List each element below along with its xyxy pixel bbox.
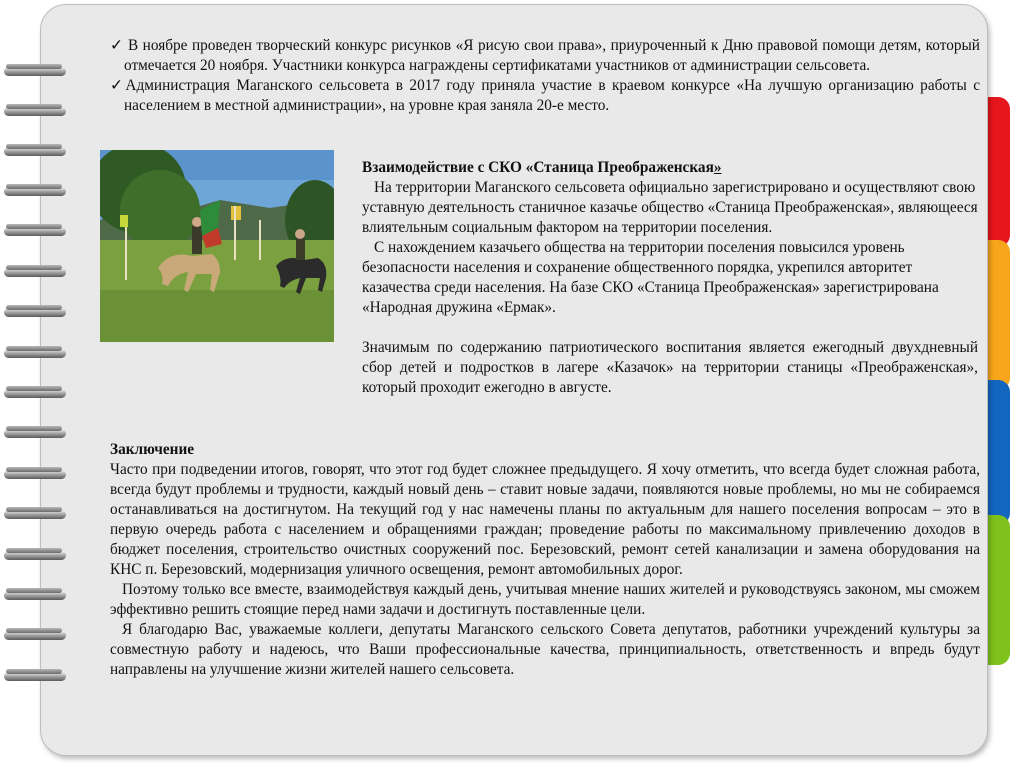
spiral-ring <box>4 588 66 601</box>
conclusion-paragraph-3: Я благодарю Вас, уважаемые коллеги, депутаты Маганского сельского Совета депутатов, работники учреждений культуры за совместную работу и надеюсь, что Ваши профессиональные качества, принципиальность, ответственность и впредь будут направлены на улучшение жизни жителей нашего сельсовета. <box>110 621 980 678</box>
spiral-ring <box>4 386 66 399</box>
conclusion-paragraph-1: Часто при подведении итогов, говорят, что этот год будет сложнее предыдущего. Я хочу отметить, что всегда будет сложная работа, всегда будут проблемы и трудности, каждый новый день – ставит новые задачи, появляются новые проблемы, но мы не собираемся останавливаться на достигнутом. На текущий год у нас намечены планы по актуальным для нашего поселения вопросам – это в первую очередь работа с населением и обращениями граждан; проведение работы по максимальному привлечению доходов в бюджет поселения, строительство очистных сооружений пос. Березовский, ремонт сетей канализации и замена оборудования на КНС п. Березовский, модернизация уличного освещения, ремонт автомобильных дорог. <box>110 461 980 578</box>
conclusion-heading: Заключение <box>110 441 195 458</box>
spiral-ring <box>4 305 66 318</box>
top-bullets <box>110 36 980 116</box>
spiral-ring <box>4 628 66 641</box>
sko-paragraph-1: На территории Маганского сельсовета официально зарегистрировано и осуществляют свою уставную деятельность станичное казачье общество «Станица Преображенская», являющееся влиятельным социальным фактором на территории поселения. <box>362 179 978 236</box>
bullet-drawing-contest: ✓ В ноябре проведен творческий конкурс рисунков «Я рисую свои права», приуроченный к Дню правовой помощи детям, который отмечается 20 ноября. Участники конкурса награждены сертификатами участников от администрации сельсовета. <box>110 37 980 74</box>
spiral-ring <box>4 467 66 480</box>
sko-paragraph-2: С нахождением казачьего общества на территории поселения повысился уровень безопасности населения и сохранение общественного порядка, укрепился авторитет казачества среди населения. На базе СКО «Станица Преображенская» зарегистрирована «Народная дружина «Ермак». <box>362 239 939 316</box>
spiral-ring <box>4 184 66 197</box>
spiral-ring <box>4 144 66 157</box>
spiral-ring <box>4 224 66 237</box>
spacer <box>362 318 978 338</box>
bullet-regional-contest: ✓Администрация Маганского сельсовета в 2017 году приняла участие в краевом конкурсе «На лучшую организацию работы с населением в местной администрации», на уровне края заняла 20-е место. <box>110 77 980 114</box>
sko-heading: Взаимодействие с СКО «Станица Преображенская» <box>362 159 722 176</box>
spiral-ring <box>4 548 66 561</box>
sko-section <box>362 158 978 398</box>
conclusion-section <box>110 440 980 680</box>
spiral-ring <box>4 426 66 439</box>
check-icon: ✓ <box>110 37 124 54</box>
check-icon: ✓ <box>110 77 126 94</box>
spiral-ring <box>4 265 66 278</box>
conclusion-paragraph-2: Поэтому только все вместе, взаимодействуя каждый день, учитывая мнение наших жителей и руководствуясь законом, мы сможем эффективно решить стоящие перед нами задачи и достигнуть поставленные цели. <box>110 581 980 618</box>
cossack-horse-riders-photo <box>100 150 334 342</box>
spiral-ring <box>4 507 66 520</box>
spiral-ring <box>4 104 66 117</box>
spiral-ring <box>4 669 66 682</box>
sko-paragraph-3: Значимым по содержанию патриотического воспитания является ежегодный двухдневный сбор детей и подростков в лагере «Казачок» на территории станицы «Преображенская», который проходит ежегодно в августе. <box>362 339 978 396</box>
spiral-ring <box>4 64 66 77</box>
spiral-ring <box>4 346 66 359</box>
